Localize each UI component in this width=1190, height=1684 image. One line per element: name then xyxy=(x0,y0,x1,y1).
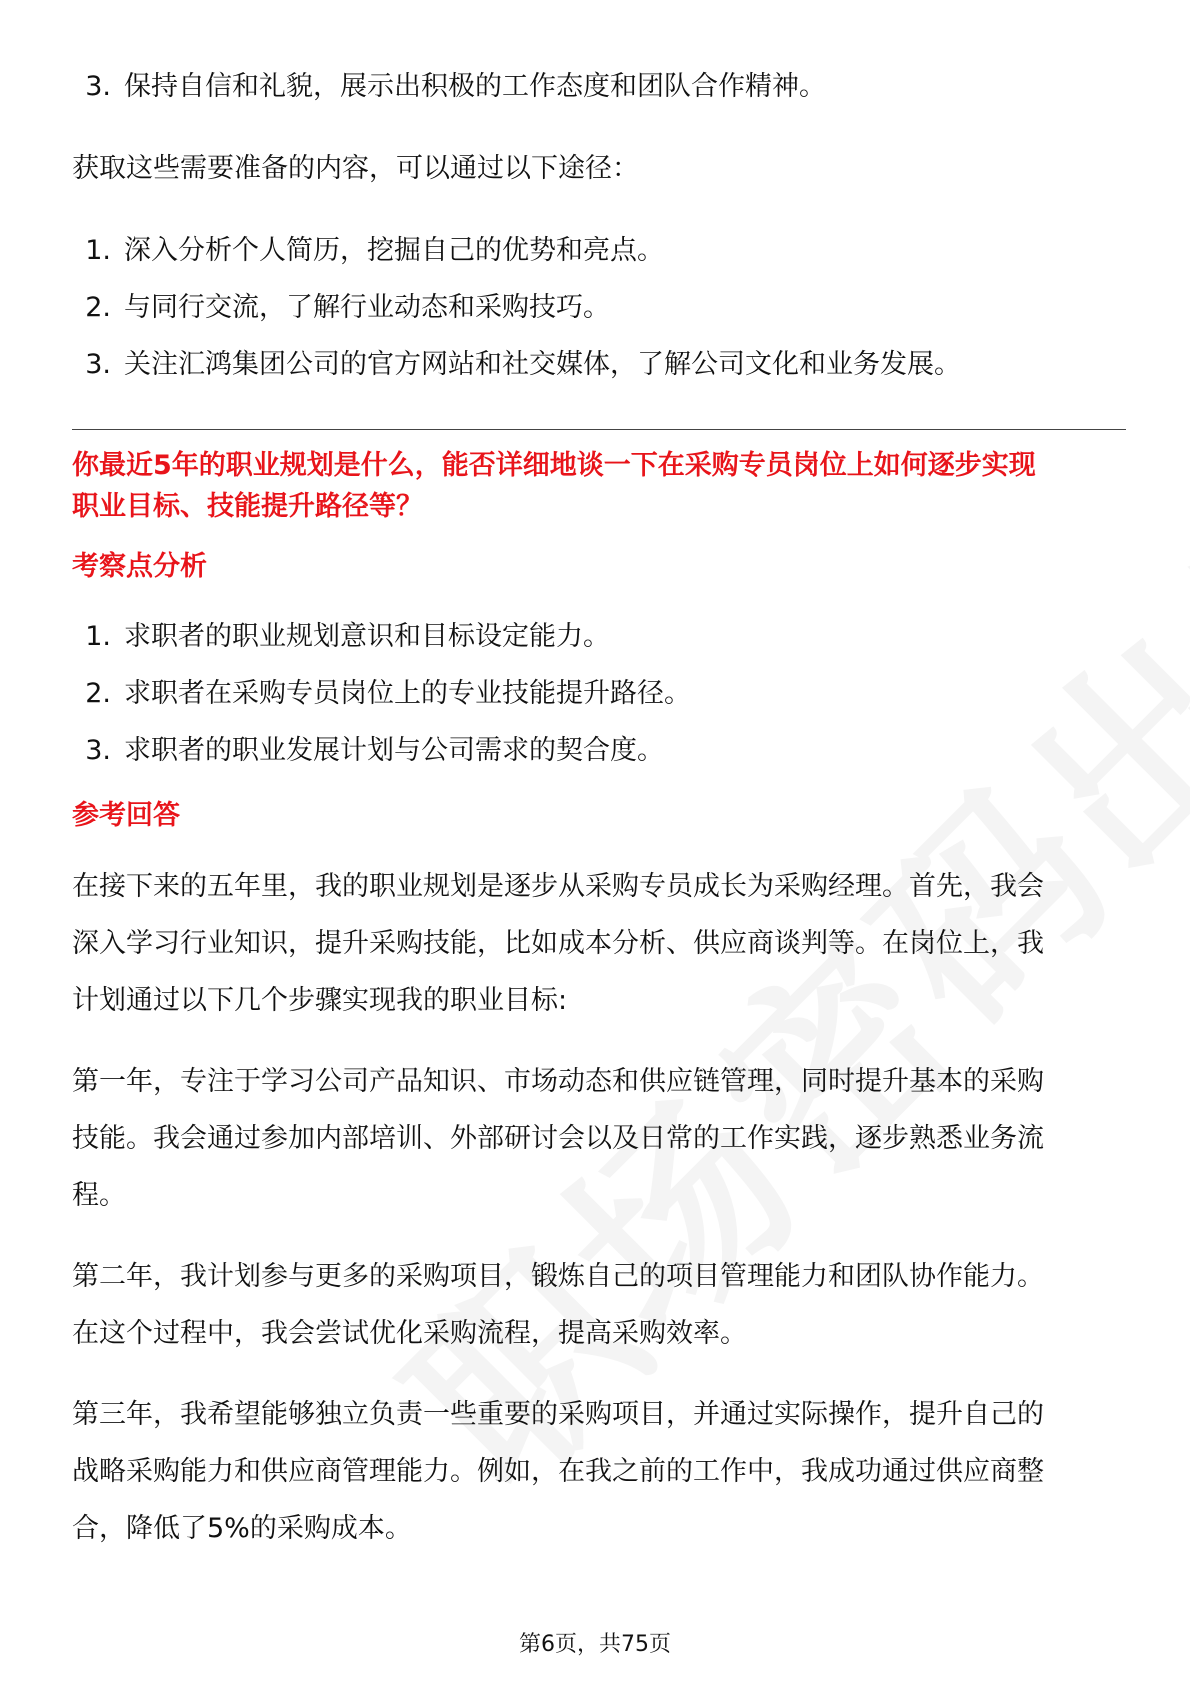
sources-list xyxy=(72,222,1132,393)
paragraph-line: 在这个过程中，我会尝试优化采购流程，提高采购效率。 xyxy=(72,1318,747,1349)
list-item xyxy=(72,608,1132,665)
list-text: 求职者的职业发展计划与公司需求的契合度。 xyxy=(124,735,664,766)
paragraph-line: 第三年，我希望能够独立负责一些重要的采购项目，并通过实际操作，提升自己的 xyxy=(72,1399,1044,1430)
list-number: 2. xyxy=(85,678,111,709)
answer-heading: 参考回答 xyxy=(72,800,180,831)
analysis-heading: 考察点分析 xyxy=(72,551,207,582)
list-item xyxy=(72,336,1132,393)
paragraph-line: 第二年，我计划参与更多的采购项目，锻炼自己的项目管理能力和团队协作能力。 xyxy=(72,1261,1044,1292)
list-text: 关注汇鸿集团公司的官方网站和社交媒体，了解公司文化和业务发展。 xyxy=(124,349,961,380)
list-number: 3. xyxy=(85,71,111,102)
list-number: 3. xyxy=(85,735,111,766)
list-item xyxy=(72,58,1132,115)
list-text: 深入分析个人简历，挖掘自己的优势和亮点。 xyxy=(124,235,664,266)
intro-list xyxy=(72,58,1132,115)
paragraph-line: 在接下来的五年里，我的职业规划是逐步从采购专员成长为采购经理。首先，我会 xyxy=(72,871,1044,902)
paragraph-line: 战略采购能力和供应商管理能力。例如，在我之前的工作中，我成功通过供应商整 xyxy=(72,1456,1044,1487)
answer-paragraph xyxy=(72,858,1132,1029)
section-divider xyxy=(72,429,1126,430)
paragraph-line: 合，降低了5%的采购成本。 xyxy=(72,1513,412,1544)
question-heading xyxy=(72,445,1132,527)
list-number: 1. xyxy=(85,235,111,266)
page-content xyxy=(72,58,1132,1557)
list-number: 1. xyxy=(85,621,111,652)
page-number-footer: 第6页，共75页 xyxy=(519,1632,671,1657)
list-text: 求职者的职业规划意识和目标设定能力。 xyxy=(124,621,610,652)
list-text: 保持自信和礼貌，展示出积极的工作态度和团队合作精神。 xyxy=(124,71,826,102)
list-item xyxy=(72,722,1132,779)
analysis-list xyxy=(72,608,1132,779)
list-text: 与同行交流，了解行业动态和采购技巧。 xyxy=(124,292,610,323)
list-number: 3. xyxy=(85,349,111,380)
paragraph-line: 深入学习行业知识，提升采购技能，比如成本分析、供应商谈判等。在岗位上，我 xyxy=(72,928,1044,959)
list-item xyxy=(72,665,1132,722)
paragraph-line: 技能。我会通过参加内部培训、外部研讨会以及日常的工作实践，逐步熟悉业务流 xyxy=(72,1123,1044,1154)
answer-paragraph xyxy=(72,1248,1132,1362)
answer-paragraph xyxy=(72,1053,1132,1224)
sources-intro: 获取这些需要准备的内容，可以通过以下途径： xyxy=(72,153,639,184)
paragraph-line: 程。 xyxy=(72,1180,126,1211)
list-text: 求职者在采购专员岗位上的专业技能提升路径。 xyxy=(124,678,691,709)
list-number: 2. xyxy=(85,292,111,323)
answer-paragraph xyxy=(72,1386,1132,1557)
list-item xyxy=(72,222,1132,279)
paragraph-line: 第一年，专注于学习公司产品知识、市场动态和供应链管理，同时提升基本的采购 xyxy=(72,1066,1044,1097)
paragraph-line: 计划通过以下几个步骤实现我的职业目标: xyxy=(72,985,568,1016)
question-line: 职业目标、技能提升路径等？ xyxy=(72,491,423,522)
question-line: 你最近5年的职业规划是什么，能否详细地谈一下在采购专员岗位上如何逐步实现 xyxy=(72,450,1036,481)
list-item xyxy=(72,279,1132,336)
